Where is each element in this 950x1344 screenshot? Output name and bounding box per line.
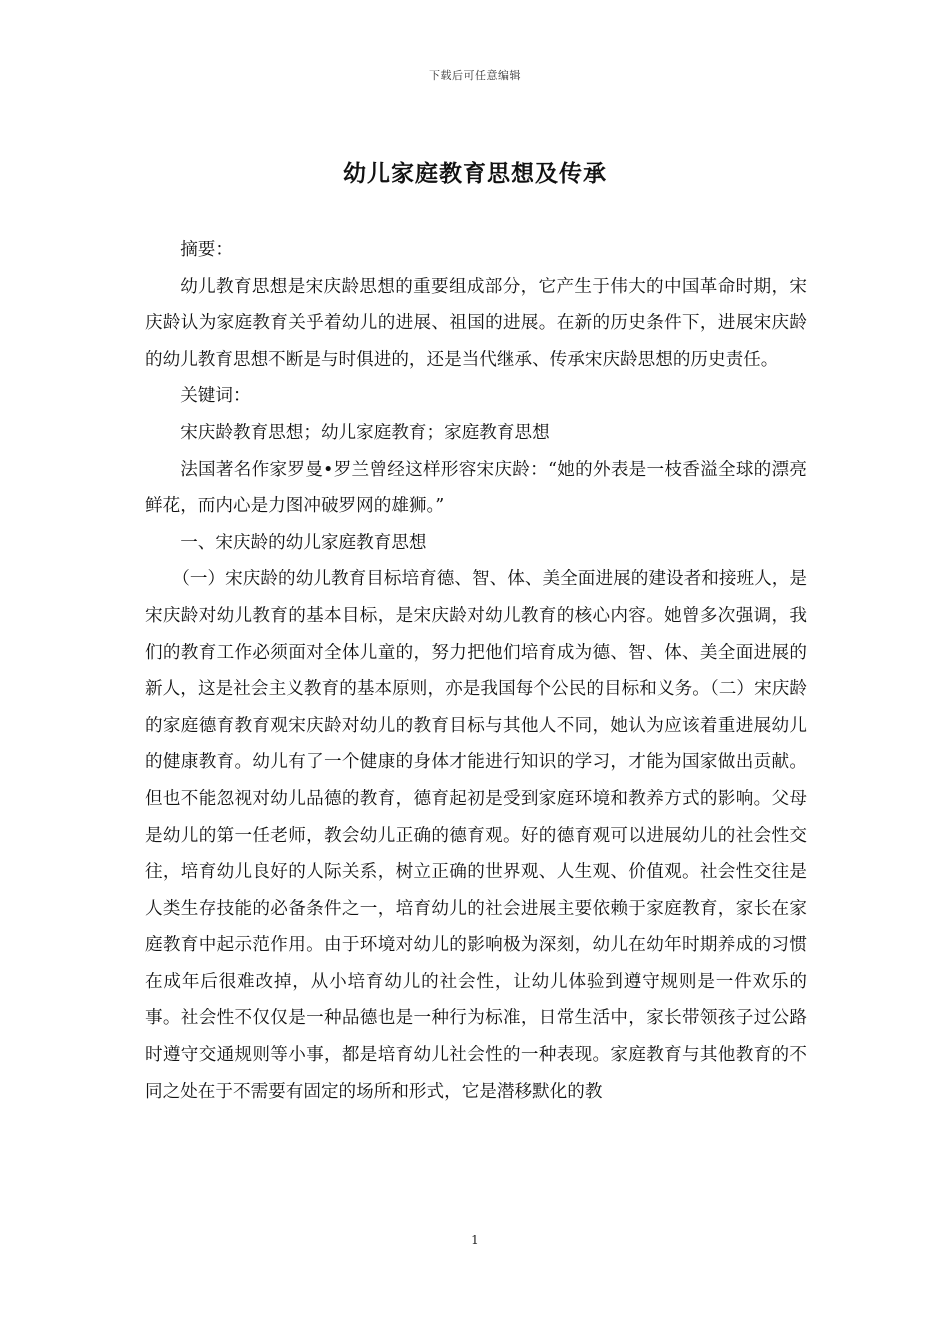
keywords-paragraph: 宋庆龄教育思想；幼儿家庭教育；家庭教育思想: [180, 422, 550, 443]
header-note: 下载后可任意编辑: [429, 69, 521, 82]
section-heading: 一、宋庆龄的幼儿家庭教育思想: [180, 532, 427, 553]
section-body-paragraph: （一）宋庆龄的幼儿教育目标培育德、智、体、美全面进展的建设者和接班人，是宋庆龄对幼儿教育的基本目标，是宋庆龄对幼儿教育的核心内容。她曾多次强调，我们的教育工作必须面对全体儿童的，努力把他们培育成为德、智、体、美全面进展的新人，这是社会主义教育的基本原则，亦是我国每个公民的目标和义务。（二）宋庆龄的家庭德育教育观宋庆龄对幼儿的教育目标与其他人不同，她认为应该着重进展幼儿的健康教育。幼儿有了一个健康的身体才能进行知识的学习，才能为国家做出贡献。但也不能忽视对幼儿品德的教育，德育起初是受到家庭环境和教养方式的影响。父母是幼儿的第一任老师，教会幼儿正确的德育观。好的德育观可以进展幼儿的社会性交往，培育幼儿良好的人际关系，树立正确的世界观、人生观、价值观。社会性交往是人类生存技能的必备条件之一，培育幼儿的社会进展主要依赖于家庭教育，家长在家庭教育中起示范作用。由于环境对幼儿的影响极为深刻，幼儿在幼年时期养成的习惯在成年后很难改掉，从小培育幼儿的社会性，让幼儿体验到遵守规则是一件欢乐的事。社会性不仅仅是一种品德也是一种行为标准，日常生活中，家长带领孩子过公路时遵守交通规则等小事，都是培育幼儿社会性的一种表现。家庭教育与其他教育的不同之处在于不需要有固定的场所和形式，它是潜移默化的教: [145, 569, 807, 1102]
abstract-label: 摘要：: [180, 240, 233, 260]
document-title: 幼儿家庭教育思想及传承: [343, 160, 607, 187]
abstract-paragraph: 幼儿教育思想是宋庆龄思想的重要组成部分，它产生于伟大的中国革命时期，宋庆龄认为家庭教育关乎着幼儿的进展、祖国的进展。在新的历史条件下，进展宋庆龄的幼儿教育思想不断是与时俱进的，还是当代继承、传承宋庆龄思想的历史责任。: [145, 276, 807, 370]
quote-paragraph: 法国著名作家罗曼•罗兰曾经这样形容宋庆龄：“她的外表是一枝香溢全球的漂亮鲜花，而内心是力图冲破罗网的雄狮。”: [145, 459, 807, 517]
document-body: [145, 232, 807, 1110]
page-number: 1: [471, 1233, 479, 1247]
keywords-label: 关键词：: [180, 386, 251, 407]
